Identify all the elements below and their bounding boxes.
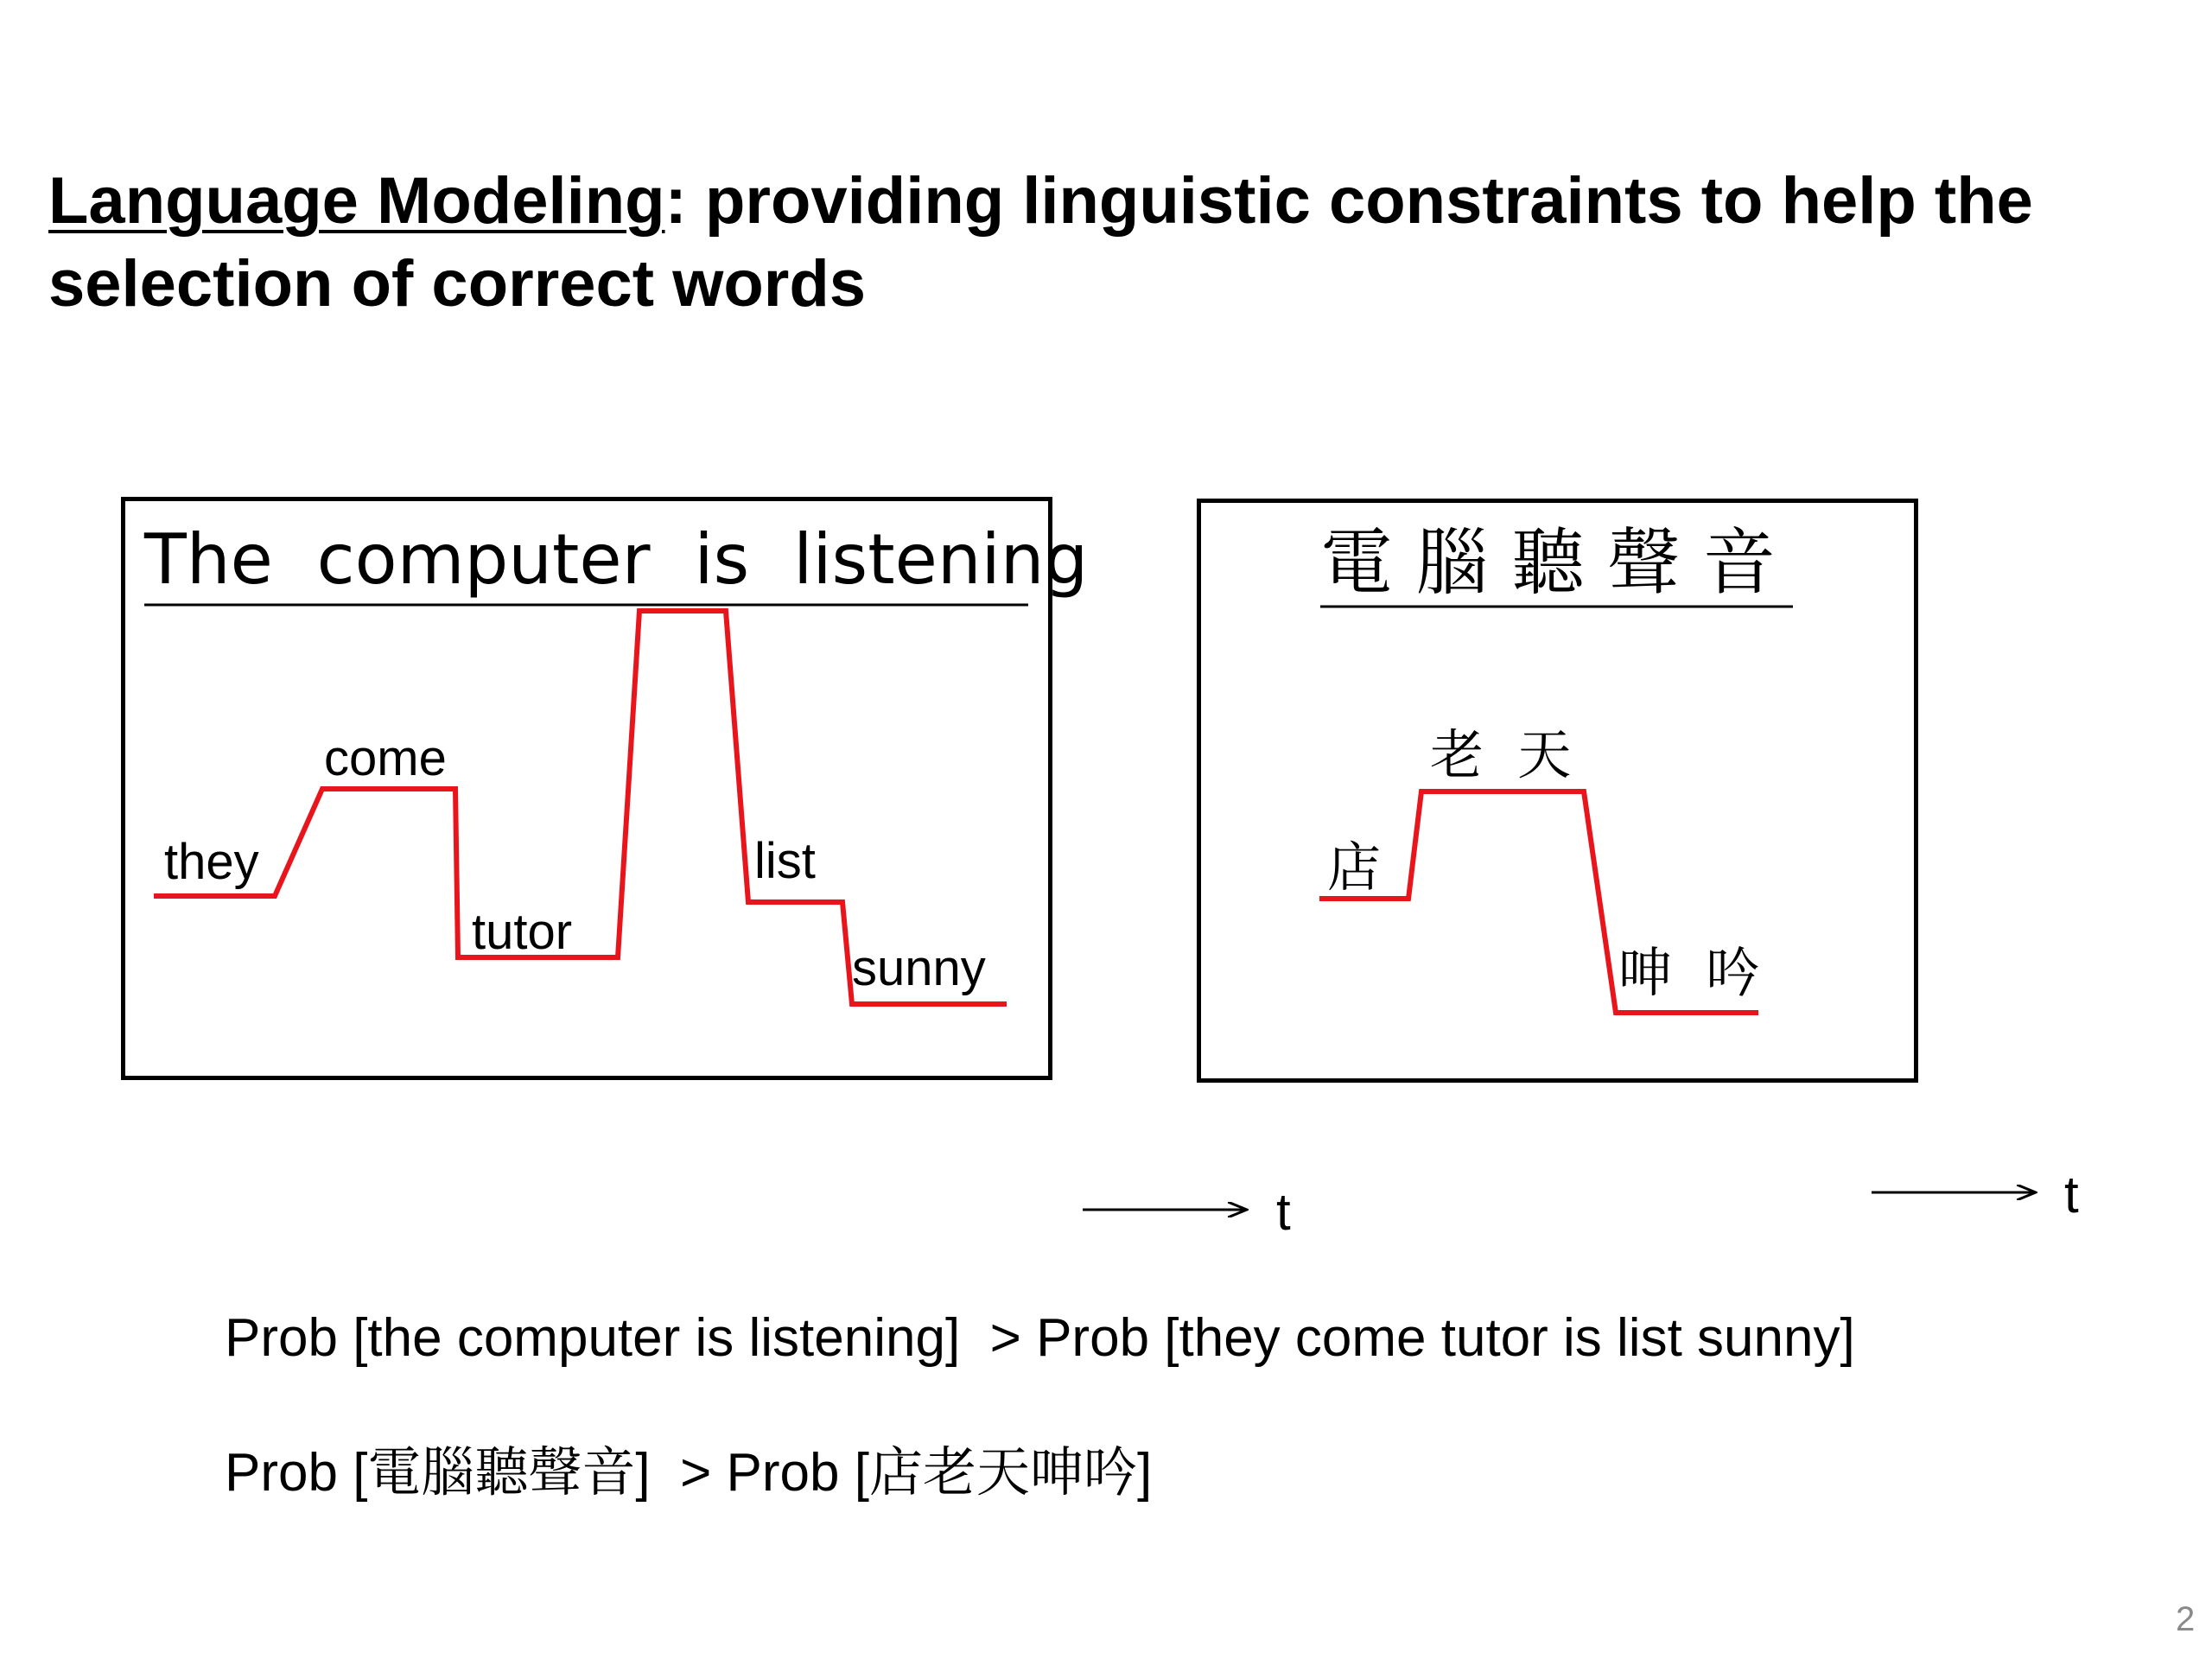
word-tutor: tutor <box>472 904 573 960</box>
title-description: : providing linguistic constraints to help the selection of correct words <box>48 164 2033 321</box>
prob-comparison-english: Prob [the computer is listening] > Prob [they come tutor is list sunny] <box>225 1308 1855 1368</box>
time-label-left: t <box>1276 1183 1291 1241</box>
prob-comparison-chinese: Prob [電腦聽聲音] > Prob [店老天呻吟] <box>225 1443 1153 1503</box>
word-laotian: 老 天 <box>1430 723 1572 786</box>
word-list: list <box>754 833 816 889</box>
chinese-sentence: 電 腦 聽 聲 音 <box>1320 520 1776 605</box>
time-label-right: t <box>2064 1166 2079 1224</box>
word-come: come <box>324 730 447 786</box>
title-term: Language Modeling <box>48 164 665 238</box>
word-shenyin: 呻 吟 <box>1618 941 1760 1004</box>
english-sentence: The computer is listening <box>144 519 1089 600</box>
word-dian: 店 <box>1327 836 1382 899</box>
word-they: they <box>164 834 259 890</box>
word-sunny: sunny <box>852 940 986 996</box>
page-number: 2 <box>2176 1600 2196 1638</box>
